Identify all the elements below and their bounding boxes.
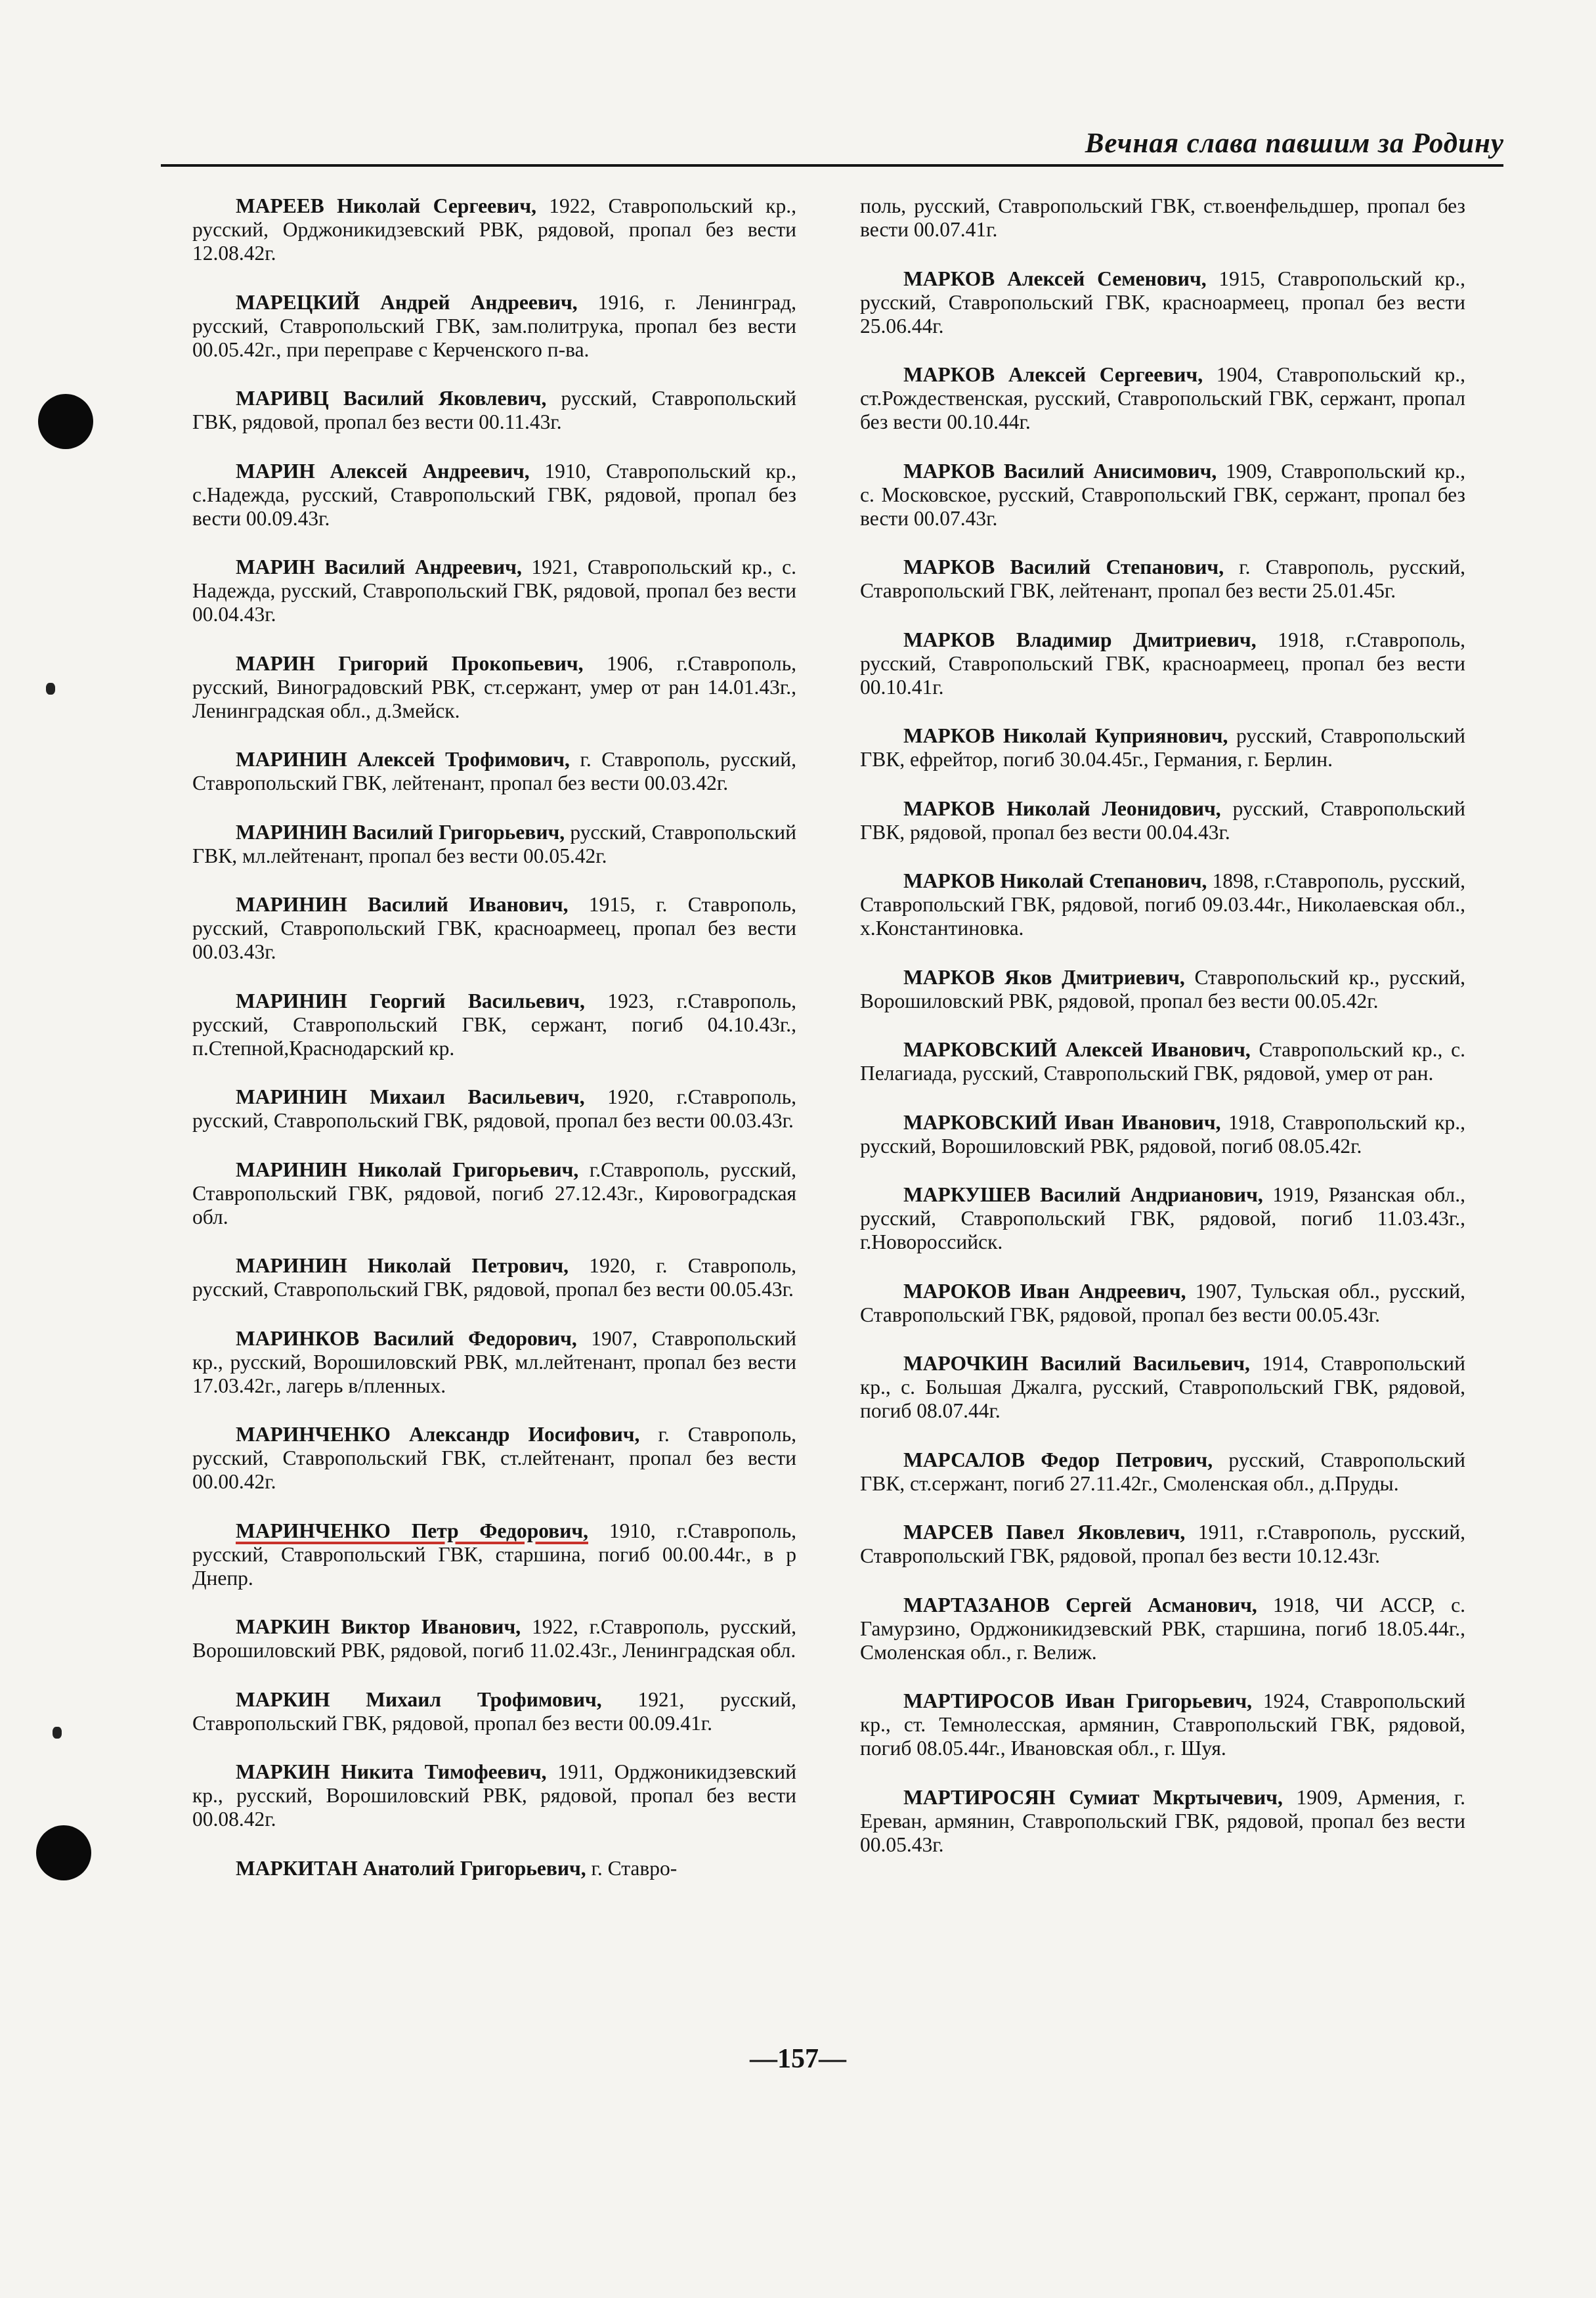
entry	[860, 555, 1465, 603]
entry-details: 1914, Ставропольский кр., с. Большая Джалга, русский, Ставропольский ГВК, рядовой, погиб 08.07.44г.	[860, 1352, 1465, 1422]
entry-details: 1907, Ставропольский кр., русский, Ворошиловский РВК, мл.лейтенант, пропал без вести 17.03.42г., лагерь в/пленных.	[192, 1326, 796, 1397]
entry-name: МАРИНКОВ Василий Федорович,	[236, 1326, 577, 1350]
scan-speck	[53, 1727, 62, 1739]
entry-name: МАРИНЧЕНКО Александр Иосифович,	[236, 1423, 640, 1446]
entry	[860, 1280, 1465, 1327]
entry-details: 1911, г.Ставрополь, русский, Ставропольский ГВК, рядовой, пропал без вести 10.12.43г.	[860, 1521, 1465, 1567]
entry-name: МАРКОВ Алексей Семенович,	[903, 267, 1207, 290]
entry-details: 1921, Ставропольский кр., с. Надежда, русский, Ставропольский ГВК, рядовой, пропал без вести 00.04.43г.	[192, 555, 796, 626]
entry	[860, 1038, 1465, 1085]
entry-details: 1916, г. Ленинград, русский, Ставропольский ГВК, зам.политрука, пропал без вести 00.05.42г., при переправе с Керченского п-ва.	[192, 290, 796, 361]
entry-details: 1918, г.Ставрополь, русский, Ставропольский ГВК, красноармеец, пропал без вести 00.10.41г.	[860, 628, 1466, 699]
page-number: —157—	[750, 2044, 846, 2074]
entry-details: 1920, г. Ставрополь, русский, Ставропольский ГВК, рядовой, пропал без вести 00.05.43г.	[192, 1254, 796, 1301]
entry-details: 1910, Ставропольский кр., с.Надежда, русский, Ставропольский ГВК, рядовой, пропал без вести 00.09.43г.	[192, 459, 796, 530]
entry-name: МАРТИРОСОВ Иван Григорьевич,	[903, 1689, 1252, 1712]
entry	[192, 989, 796, 1060]
entry	[192, 1158, 796, 1229]
entry-details: Ставропольский кр., с. Пелагиада, русский, Ставропольский ГВК, рядовой, умер от ран.	[860, 1038, 1465, 1085]
entry-name: МАРИН Григорий Прокопьевич,	[236, 651, 584, 675]
entry-name: МАРКОВСКИЙ Иван Иванович,	[903, 1110, 1221, 1134]
entry-name: МАРИНИН Михаил Васильевич,	[236, 1085, 585, 1108]
entry	[860, 1593, 1465, 1664]
entry-details: г. Ставро-	[586, 1856, 678, 1880]
entry-name: МАРСАЛОВ Федор Петрович,	[903, 1448, 1213, 1471]
entry	[192, 194, 796, 265]
header-rule	[161, 164, 1503, 167]
entry	[860, 460, 1465, 531]
entry	[192, 652, 796, 723]
entry-details: 1898, г.Ставрополь, русский, Ставропольский ГВК, рядовой, погиб 09.03.44г., Николаевская обл., х.Константиновка.	[860, 869, 1466, 940]
entry-name: МАРКИТАН Анатолий Григорьевич,	[236, 1856, 586, 1880]
entry-details: 1909, Армения, г. Ереван, армянин, Ставропольский ГВК, рядовой, пропал без вести 00.05.43г.	[860, 1785, 1465, 1856]
entry-name: МАРКОВ Николай Леонидович,	[903, 796, 1221, 820]
entry-name: МАРСЕВ Павел Яковлевич,	[903, 1521, 1186, 1544]
entry	[860, 1183, 1465, 1254]
entry-name: МАРИВЦ Василий Яковлевич,	[236, 387, 547, 410]
entry-name: МАРОЧКИН Василий Васильевич,	[903, 1352, 1250, 1375]
entry-continuation	[860, 194, 1465, 242]
right-column	[860, 194, 1465, 1882]
entry	[860, 267, 1465, 338]
entry-name: МАРКИН Михаил Трофимович,	[236, 1687, 602, 1711]
entry-details: г. Ставрополь, русский, Ставропольский ГВК, ст.лейтенант, пропал без вести 00.00.42г.	[192, 1423, 796, 1493]
entry-details: 1924, Ставропольский кр., ст. Темнолесская, армянин, Ставропольский ГВК, рядовой, погиб 08.05.44г., Ивановская обл., г. Шуя.	[860, 1689, 1465, 1760]
entry	[860, 1689, 1465, 1760]
entry	[192, 555, 796, 626]
entry	[192, 1085, 796, 1133]
entry-details: 1915, Ставропольский кр., русский, Ставропольский ГВК, красноармеец, пропал без вести 25.06.44г.	[860, 267, 1465, 337]
entry-name: МАРИНИН Василий Иванович,	[236, 893, 569, 916]
entry-details: г. Ставрополь, русский, Ставропольский ГВК, лейтенант, пропал без вести 25.01.45г.	[860, 555, 1465, 602]
entry-details: Ставропольский кр., русский, Ворошиловский РВК, рядовой, пропал без вести 00.05.42г.	[860, 965, 1465, 1012]
entry-details: 1911, Орджоникидзевский кр., русский, Ворошиловский РВК, рядовой, пропал без вести 00.08.42г.	[192, 1760, 796, 1831]
entry	[860, 1111, 1465, 1158]
entry-name: МАРКОВ Николай Степанович,	[903, 869, 1207, 892]
entry-name: МАРТАЗАНОВ Сергей Асманович,	[903, 1593, 1257, 1616]
entry	[860, 1448, 1465, 1496]
entry-details: 1915, г. Ставрополь, русский, Ставропольский ГВК, красноармеец, пропал без вести 00.03.43г.	[192, 893, 796, 963]
entry	[192, 387, 796, 434]
entry-details: 1919, Рязанская обл., русский, Ставропольский ГВК, рядовой, погиб 11.03.43г., г.Новороссийск.	[860, 1183, 1465, 1253]
entry-details: русский, Ставропольский ГВК, ефрейтор, погиб 30.04.45г., Германия, г. Берлин.	[860, 724, 1465, 771]
entry-details: русский, Ставропольский ГВК, рядовой, пропал без вести 00.11.43г.	[192, 387, 796, 433]
entry	[192, 1760, 796, 1831]
entry-name: МАРОКОВ Иван Андреевич,	[903, 1279, 1186, 1303]
entry-underlined	[192, 1519, 796, 1590]
entry-name: МАРКОВ Яков Дмитриевич,	[903, 965, 1185, 989]
entry	[860, 1352, 1465, 1423]
entry-details: русский, Ставропольский ГВК, мл.лейтенант, пропал без вести 00.05.42г.	[192, 820, 796, 867]
entry-name: МАРИНИН Алексей Трофимович,	[236, 748, 570, 771]
entry-name: МАРИНИН Василий Григорьевич,	[236, 820, 565, 844]
entry-details: 1910, г.Ставрополь, русский, Ставропольский ГВК, старшина, погиб 00.00.44г., в р Днепр.	[192, 1519, 796, 1590]
entry	[860, 1786, 1465, 1857]
entry	[192, 291, 796, 362]
entry	[192, 1857, 796, 1880]
entry-details: 1918, Ставропольский кр., русский, Ворошиловский РВК, рядовой, погиб 08.05.42г.	[860, 1110, 1465, 1158]
entry-name: МАРКИН Виктор Иванович,	[236, 1615, 521, 1638]
entry	[192, 821, 796, 868]
entry-name: МАРКОВ Василий Анисимович,	[903, 459, 1217, 483]
entry	[860, 797, 1465, 844]
entry-name: МАРКОВСКИЙ Алексей Иванович,	[903, 1038, 1251, 1061]
entry-name: МАРИН Василий Андреевич,	[236, 555, 522, 578]
entry-name: МАРКОВ Алексей Сергеевич,	[903, 363, 1203, 386]
entry-name: МАРЕЕВ Николай Сергеевич,	[236, 194, 536, 217]
entry	[192, 1688, 796, 1735]
entry-name: МАРТИРОСЯН Сумиат Мкртычевич,	[903, 1785, 1283, 1809]
entry-name: МАРКУШЕВ Василий Андрианович,	[903, 1183, 1263, 1206]
entry-details: г. Ставрополь, русский, Ставропольский ГВК, лейтенант, пропал без вести 00.03.42г.	[192, 748, 796, 794]
entry-name: МАРЕЦКИЙ Андрей Андреевич,	[236, 290, 578, 314]
left-column	[192, 194, 796, 1905]
entry-details: 1918, ЧИ АССР, с. Гамурзино, Орджоникидзевский РВК, старшина, погиб 18.05.44г., Смоленская обл., г. Велиж.	[860, 1593, 1465, 1664]
entry-details: 1906, г.Ставрополь, русский, Виноградовский РВК, ст.сержант, умер от ран 14.01.43г., Ленинградская обл., д.Змейск.	[192, 651, 796, 722]
entry-details: 1923, г.Ставрополь, русский, Ставропольский ГВК, сержант, погиб 04.10.43г., п.Степной,Краснодарский кр.	[192, 989, 796, 1060]
entry	[192, 748, 796, 795]
binder-hole	[38, 394, 93, 449]
entry	[192, 460, 796, 531]
entry-name: МАРИНИН Николай Петрович,	[236, 1254, 569, 1277]
entry-name: МАРКОВ Николай Куприянович,	[903, 724, 1228, 747]
entry	[192, 893, 796, 964]
entry-name: МАРКИН Никита Тимофеевич,	[236, 1760, 547, 1783]
entry-details: поль, русский, Ставропольский ГВК, ст.военфельдшер, пропал без вести 00.07.41г.	[860, 194, 1465, 241]
entry	[860, 363, 1465, 434]
entry	[192, 1615, 796, 1662]
entry-details: 1907, Тульская обл., русский, Ставропольский ГВК, рядовой, пропал без вести 00.05.43г.	[860, 1279, 1465, 1326]
entry-name: МАРИН Алексей Андреевич,	[236, 459, 530, 483]
entry-details: русский, Ставропольский ГВК, ст.сержант, погиб 27.11.42г., Смоленская обл., д.Пруды.	[860, 1448, 1465, 1495]
entry-name: МАРКОВ Владимир Дмитриевич,	[903, 628, 1257, 651]
entry	[860, 724, 1465, 771]
entry-details: 1904, Ставропольский кр., ст.Рождественская, русский, Ставропольский ГВК, сержант, пропал без вести 00.10.44г.	[860, 363, 1465, 433]
entry-name: МАРИНИН Николай Григорьевич,	[236, 1158, 579, 1181]
entry	[192, 1254, 796, 1301]
running-header: Вечная слава павшим за Родину	[1085, 128, 1504, 159]
entry-name: МАРИНИН Георгий Васильевич,	[236, 989, 585, 1012]
entry-details: 1909, Ставропольский кр., с. Московское, русский, Ставропольский ГВК, сержант, пропал без вести 00.07.43г.	[860, 459, 1465, 530]
entry-details: г.Ставрополь, русский, Ставропольский ГВК, рядовой, погиб 27.12.43г., Кировоградская обл.	[192, 1158, 796, 1228]
entry	[860, 628, 1465, 699]
entry-details: 1920, г.Ставрополь, русский, Ставропольский ГВК, рядовой, пропал без вести 00.03.43г.	[192, 1085, 796, 1132]
binder-hole	[36, 1825, 91, 1880]
entry	[860, 869, 1465, 940]
entry-details: 1922, Ставропольский кр., русский, Орджоникидзевский РВК, рядовой, пропал без вести 12.08.42г.	[192, 194, 796, 265]
entry-details: русский, Ставропольский ГВК, рядовой, пропал без вести 00.04.43г.	[860, 796, 1465, 844]
entry	[192, 1327, 796, 1398]
entry	[192, 1423, 796, 1494]
entry-name: МАРКОВ Василий Степанович,	[903, 555, 1224, 578]
entry	[860, 966, 1465, 1013]
scan-speck	[46, 683, 55, 695]
entry-name: МАРИНЧЕНКО Петр Федорович,	[236, 1519, 588, 1542]
entry-details: 1921, русский, Ставропольский ГВК, рядовой, пропал без вести 00.09.41г.	[192, 1687, 796, 1735]
entry-details: 1922, г.Ставрополь, русский, Ворошиловский РВК, рядовой, погиб 11.02.43г., Ленинградская обл.	[192, 1615, 796, 1662]
entry	[860, 1521, 1465, 1568]
